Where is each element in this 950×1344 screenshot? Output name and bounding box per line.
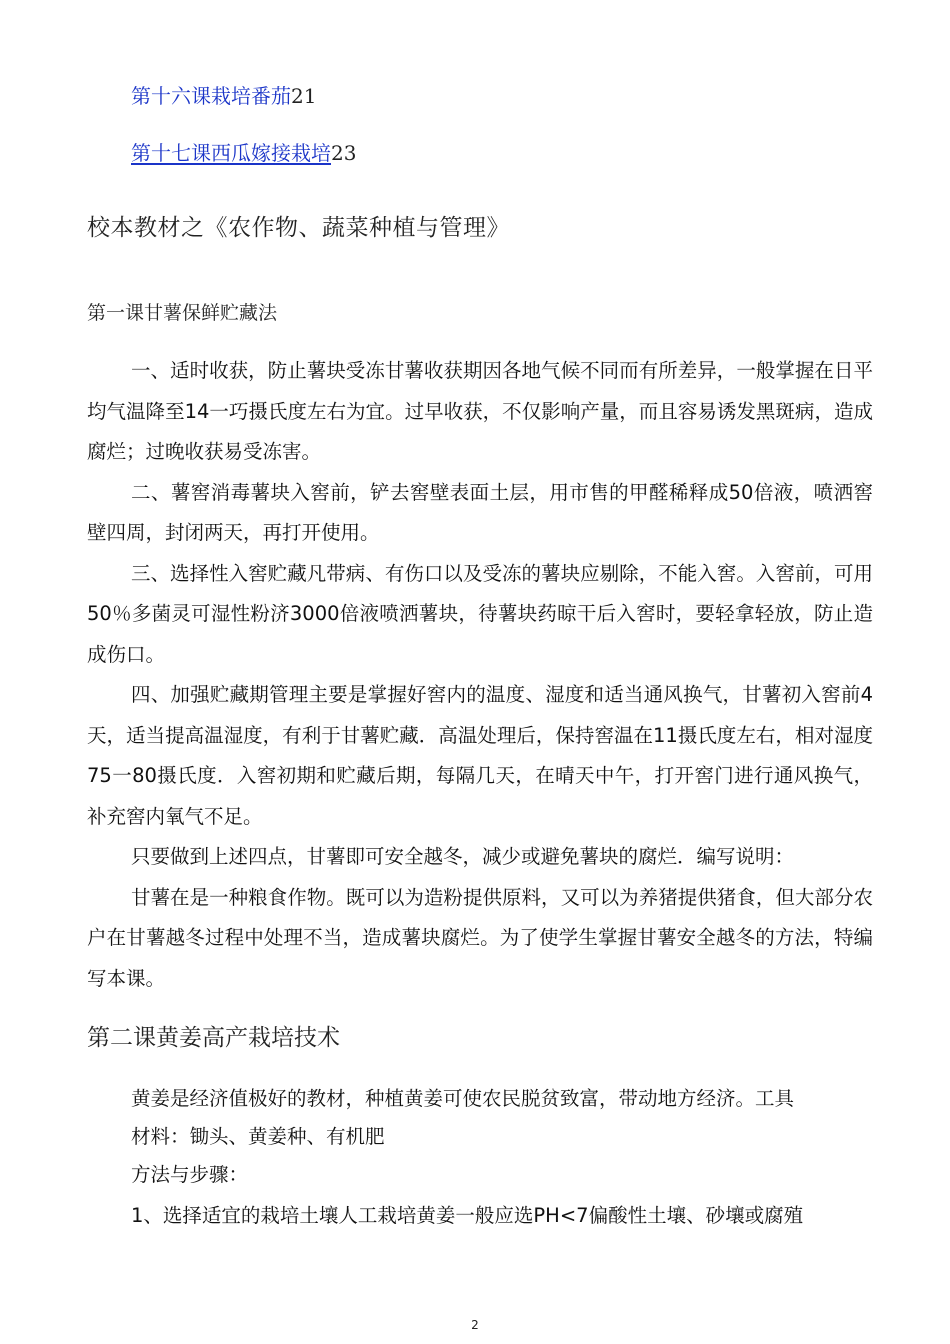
paragraph: 材料：锄头、黄姜种、有机肥 — [131, 1125, 385, 1148]
paragraph: 一、适时收获，防止薯块受冻甘薯收获期因各地气候不同而有所差异，一般掌握在日平均气温降至14一巧摄氏度左右为宜。过早收获，不仅影响产量，而且容易诱发黑斑病，造成腐烂；过晚收获易受冻害。 — [87, 359, 873, 463]
lesson-body — [87, 351, 873, 999]
book-title: 校本教材之《农作物、蔬菜种植与管理》 — [87, 215, 510, 241]
lesson-title: 第一课甘薯保鲜贮藏法 — [87, 302, 278, 324]
paragraph: 甘薯在是一种粮食作物。既可以为造粉提供原料，又可以为养猪提供猪食，但大部分农户在甘薯越冬过程中处理不当，造成薯块腐烂。为了使学生掌握甘薯安全越冬的方法，特编写本课。 — [87, 885, 873, 990]
toc-entry-page: 23 — [331, 141, 357, 165]
toc-entry[interactable] — [131, 80, 316, 109]
paragraph: 方法与步骤： — [131, 1163, 249, 1186]
paragraph: 只要做到上述四点，甘薯即可安全越冬，减少或避免薯块的腐烂．编写说明： — [131, 845, 795, 868]
lesson-body — [131, 1080, 873, 1194]
toc-entry-title[interactable]: 第十七课西瓜嫁接栽培 — [131, 141, 331, 165]
paragraph: 黄姜是经济值极好的教材，种植黄姜可使农民脱贫致富，带动地方经济。工具 — [131, 1087, 795, 1110]
page-number: 2 — [471, 1318, 479, 1332]
step-paragraph: 1、选择适宜的栽培土壤人工栽培黄姜一般应选PH<7偏酸性土壤、砂壤或腐殖 — [131, 1204, 804, 1227]
lesson-title: 第二课黄姜高产栽培技术 — [87, 1025, 340, 1051]
toc-entry-page: 21 — [291, 84, 317, 108]
paragraph: 四、加强贮藏期管理主要是掌握好窖内的温度、湿度和适当通风换气，甘薯初入窖前4天，适当提高温湿度，有利于甘薯贮藏．高温处理后，保持窖温在11摄氏度左右，相对湿度75一80摄氏度．入窖初期和贮藏后期，每隔几天，在晴天中午，打开窖门进行通风换气，补充窖内氧气不足。 — [87, 683, 873, 828]
toc-entry-title[interactable]: 第十六课栽培番茄 — [131, 84, 291, 108]
paragraph: 三、选择性入窖贮藏凡带病、有伤口以及受冻的薯块应剔除，不能入窖。入窖前，可用50％多菌灵可湿性粉济3000倍液喷洒薯块，待薯块药晾干后入窖时，要轻拿轻放，防止造成伤口。 — [87, 561, 873, 666]
toc-entry[interactable] — [131, 137, 356, 166]
paragraph: 二、薯窖消毒薯块入窖前，铲去窖壁表面土层，用市售的甲醛稀释成50倍液，喷洒窖壁四周，封闭两天，再打开使用。 — [87, 480, 873, 544]
